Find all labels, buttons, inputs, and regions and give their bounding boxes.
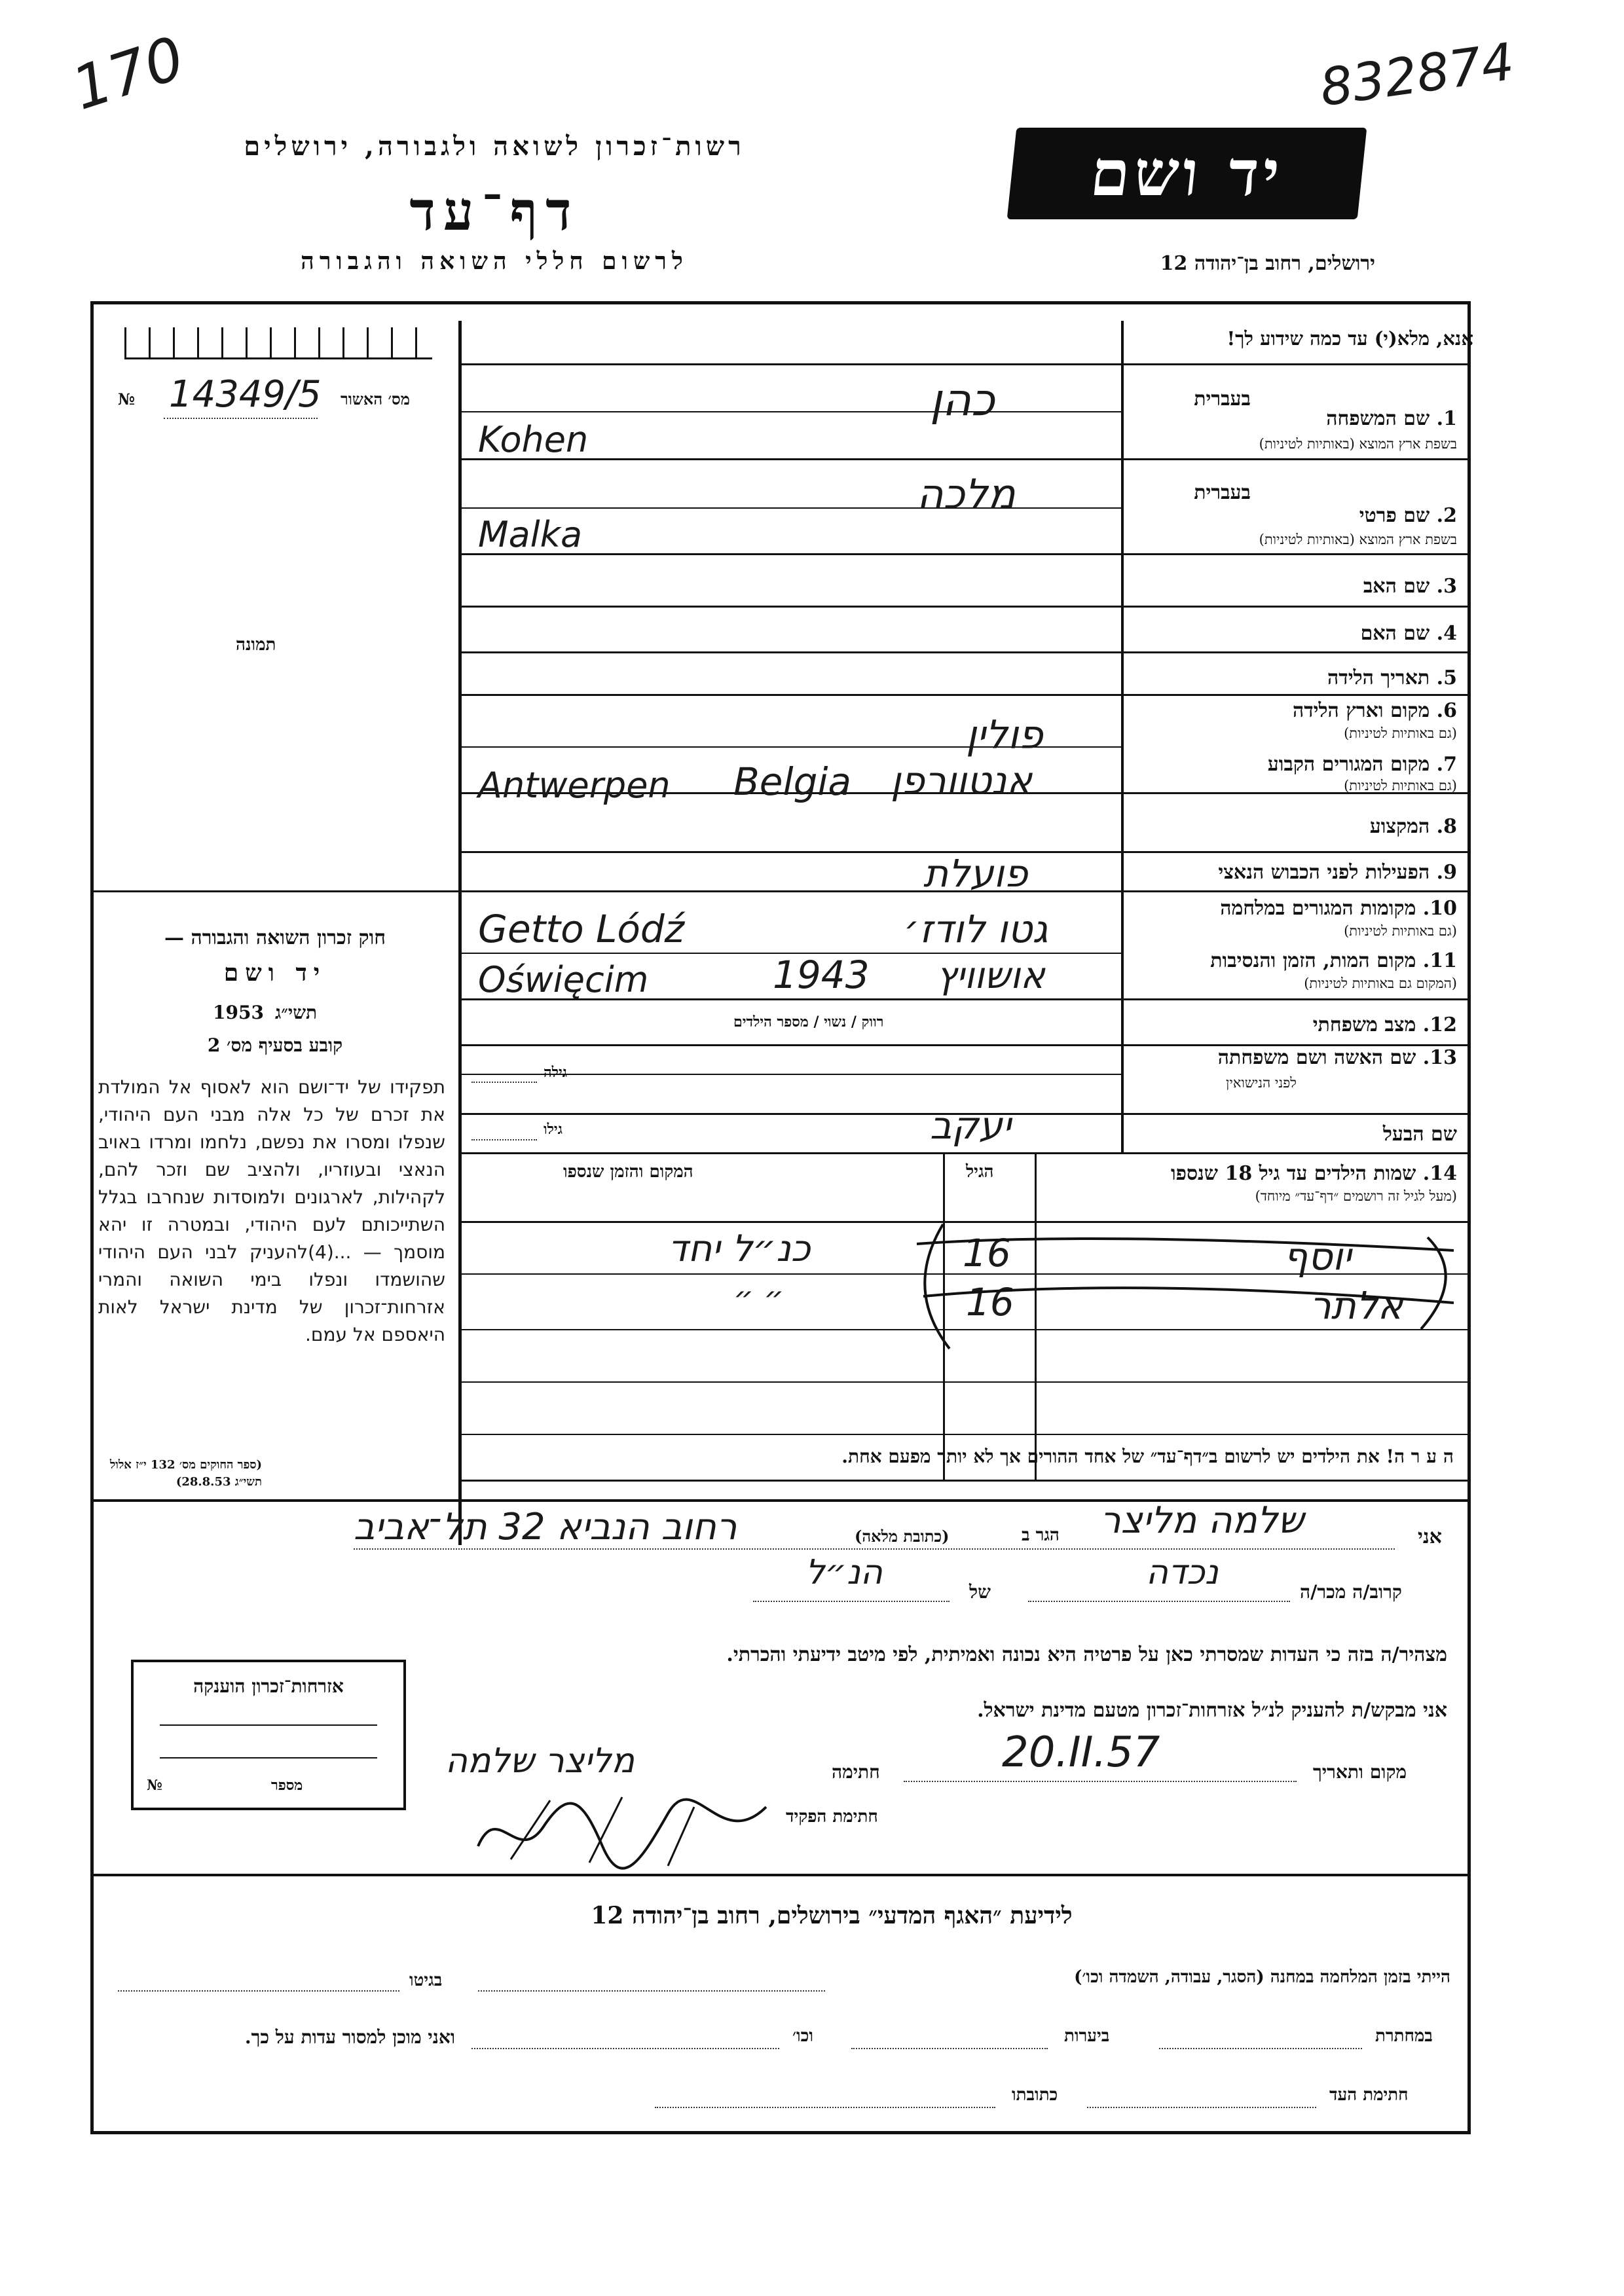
child-2-age: 16 xyxy=(966,1280,1014,1324)
field-7-value-latin1: Antwerpen xyxy=(478,765,671,806)
approval-boxes xyxy=(124,327,432,359)
declarant-name: שלמה מליצר xyxy=(1100,1499,1304,1542)
stamp-no-sign: № xyxy=(147,1777,162,1794)
husband-value: יעקב xyxy=(930,1103,1011,1148)
date-value: 20.II.57 xyxy=(1002,1728,1160,1777)
officer-signature-scribble xyxy=(471,1787,773,1872)
footer-line3a: חתימת העד xyxy=(1329,2085,1409,2105)
of-label: של xyxy=(969,1581,991,1603)
law-clause: קובע בסעיף מס׳ 2 xyxy=(207,1034,343,1056)
field-2-value-latin: Malka xyxy=(478,514,583,555)
declaration-text: מצהיר/ה בזה כי העדות שמסרתי כאן על פרטיה היא נכונה ואמיתית, לפי מיטב ידיעתי והכרתי. xyxy=(726,1643,1447,1666)
field-6-value: פולין xyxy=(966,712,1043,758)
field-11-year: 1943 xyxy=(773,953,870,997)
child-1-age: 16 xyxy=(963,1231,1011,1275)
col-age-header: הגיל xyxy=(966,1162,994,1182)
field-11-value-he: אושוויץ xyxy=(936,955,1045,997)
org-name: רשות־זכרון לשואה ולגבורה, ירושלים xyxy=(244,131,745,162)
field-8-label: 8. המקצוע xyxy=(1369,815,1457,838)
footer-notice: לידיעת ״האגף המדעי״ בירושלים, רחוב בן־יהודה 12 xyxy=(591,1902,1073,1929)
declarant-address: רחוב הנביא 32 תל־אביב xyxy=(354,1506,737,1548)
field-2-sub: בשפת ארץ המוצא (באותיות לטיניות) xyxy=(1259,532,1457,547)
field-1-value-he: כהן xyxy=(930,374,995,426)
yad-vashem-logo xyxy=(1007,128,1367,219)
field-4-label: 4. שם האם xyxy=(1360,622,1457,645)
memorial-citizenship-stamp xyxy=(131,1660,406,1810)
in-hebrew-2: בעברית xyxy=(1194,481,1251,504)
label-divider xyxy=(1121,321,1124,1152)
field-9-value: פועלת xyxy=(923,851,1028,896)
child-1-place: כנ״ל יחד xyxy=(668,1228,811,1270)
field-7-sub: (גם באותיות לטיניות) xyxy=(1344,778,1457,793)
law-name: יד ושם xyxy=(223,959,327,987)
footer-line2d: ואני מוכן למסור עדות על כך. xyxy=(244,2026,455,2048)
approval-label: מס׳ האשור xyxy=(341,390,410,409)
in-hebrew-1: בעברית xyxy=(1194,388,1251,410)
law-text: תפקידו של יד־ושם הוא לאסוף אל המולדת את זכרם של כל אלה מבני העם היהודי, שנפלו ומסרו את נפשם, נלחמו ומרדו באויב הנאצי ובעוזריו, ולהציב שם וזכר להם, לקהילות, לארגונים ולמוסדות שנחרבו בגלל השתייכותם לעם היהודי, ובמטרה זו יהא מוסמך — ...(4)להעניק לבני העם היהודי שהושמדו ונפלו בימי השואה והמרי אזרחות־זכרון של מדינת ישראל לאות היאספם אל עמם. xyxy=(98,1076,445,1345)
logo-text: יד ושם xyxy=(1087,136,1287,210)
instruction: אנא, מלא(י) עד כמה שידוע לך! xyxy=(1227,327,1473,350)
field-6-label: 6. מקום וארץ הלידה xyxy=(1292,699,1457,722)
col-place-header: המקום והזמן שנספו xyxy=(563,1162,693,1182)
field-2-value-he: מלכה xyxy=(917,470,1016,518)
law-title: חוק זכרון השואה והגבורה — xyxy=(164,926,386,949)
declarant-resides-label: הגר ב xyxy=(1022,1525,1060,1545)
footer-line3b: כתובתו xyxy=(1012,2085,1058,2105)
relative-label: קרוב/ה מכר/ה xyxy=(1300,1581,1402,1603)
stamp-title: אזרחות־זכרון הוענקה xyxy=(193,1675,344,1697)
field-3-label: 3. שם האב xyxy=(1363,575,1457,598)
field-1-sub: בשפת ארץ המוצא (באותיות לטיניות) xyxy=(1259,436,1457,452)
law-source: (ספר החוקים מס׳ 132 י״ז אלול תשי״ג 28.8.53) xyxy=(109,1458,262,1489)
children-note: ה ע ר ה! את הילדים יש לרשום ב״דף־עד״ של אחד ההורים אך לא יותר מפעם אחת. xyxy=(841,1446,1454,1467)
column-divider xyxy=(458,321,462,1545)
child-2-name: אלתר xyxy=(1310,1283,1403,1328)
strike-marks xyxy=(904,1218,1467,1355)
field-10-label: 10. מקומות המגורים במלחמה xyxy=(1220,897,1457,920)
corner-mark-left: 170 xyxy=(64,24,193,124)
declarant-address-label: (כתובת מלאה) xyxy=(855,1527,950,1546)
field-10-value-he: גטו לודז׳ xyxy=(904,907,1048,951)
declarant-ani: אני xyxy=(1418,1525,1442,1548)
field-11-value-latin: Oświęcim xyxy=(478,959,649,1000)
field-12-label: 12. מצב משפחתי xyxy=(1312,1013,1457,1036)
request-text: אני מבקש/ת להעניק לנ״ל אזרחות־זכרון מטעם מדינת ישראל. xyxy=(977,1699,1447,1722)
field-13-sub: לפני הנישואין xyxy=(1226,1075,1297,1091)
field-1-value-latin: Kohen xyxy=(478,419,589,460)
field-5-label: 5. תאריך הלידה xyxy=(1327,666,1457,689)
field-6-sub: (גם באותיות לטיניות) xyxy=(1344,725,1457,741)
form-title: דף־עד xyxy=(409,180,580,243)
approval-no-sign: № xyxy=(118,390,136,409)
signature-value: מליצר שלמה xyxy=(445,1741,635,1781)
form-subtitle: לרשום חללי השואה והגבורה xyxy=(301,247,688,275)
footer-line2a: במחתרת xyxy=(1375,2026,1433,2046)
signature-label: חתימה xyxy=(832,1761,880,1783)
field-2-label: 2. שם פרטי xyxy=(1359,504,1457,527)
law-year-he: תשי״ג xyxy=(275,1002,318,1023)
law-year: 1953 xyxy=(213,1002,264,1023)
address: ירושלים, רחוב בן־יהודה 12 xyxy=(1160,252,1375,275)
officer-signature-label: חתימת הפקיד xyxy=(786,1807,878,1827)
field-7-value-latin2: Belgia xyxy=(733,759,852,804)
footer-line1a: הייתי בזמן המלחמה במחנה (הסגר, עבודה, השמדה וכו׳) xyxy=(1074,1967,1450,1987)
field-14-label: 14. שמות הילדים עד גיל 18 שנספו xyxy=(1170,1162,1457,1185)
field-1-label: 1. שם המשפחה xyxy=(1326,407,1457,430)
field-7-label: 7. מקום המגורים הקבוע xyxy=(1267,753,1457,776)
field-13-age-label: גילה xyxy=(544,1064,567,1081)
field-14-sub: (מעל לגיל זה רושמים ״דף־עד״ מיוחד) xyxy=(1255,1188,1457,1204)
field-7-value-he: אנטוורפן xyxy=(891,758,1032,803)
approval-number: 14349/5 xyxy=(169,373,322,416)
footer-line2c: וכו׳ xyxy=(792,2026,814,2046)
of-value: הנ״ל xyxy=(805,1553,883,1592)
field-10-value-latin: Getto Lódź xyxy=(478,907,685,951)
place-date-label: מקום ותאריך xyxy=(1313,1761,1407,1783)
field-12-options: רווק / נשוי / מספר הילדים xyxy=(733,1013,884,1030)
footer-line2b: ביערות xyxy=(1064,2026,1110,2046)
husband-label: שם הבעל xyxy=(1382,1123,1457,1146)
corner-mark-right: 832874 xyxy=(1316,32,1518,118)
relation-value: נכדה xyxy=(1146,1553,1219,1592)
husband-age-label: גילו xyxy=(544,1121,563,1138)
photo-label: תמונה xyxy=(236,635,276,655)
field-11-label: 11. מקום המות, הזמן והנסיבות xyxy=(1210,949,1457,972)
child-2-place: ״ ״ xyxy=(733,1280,784,1317)
field-11-sub: (המקום גם באותיות לטיניות) xyxy=(1304,975,1457,991)
field-13-label: 13. שם האשה ושם משפחתה xyxy=(1217,1046,1457,1069)
child-1-name: יוסף xyxy=(1283,1234,1352,1279)
stamp-number-label: מספר xyxy=(271,1777,303,1794)
field-10-sub: (גם באותיות לטיניות) xyxy=(1344,923,1457,939)
field-9-label: 9. הפעילות לפני הכבוש הנאצי xyxy=(1218,861,1457,884)
footer-line1b: בגיטו xyxy=(409,1971,443,1990)
